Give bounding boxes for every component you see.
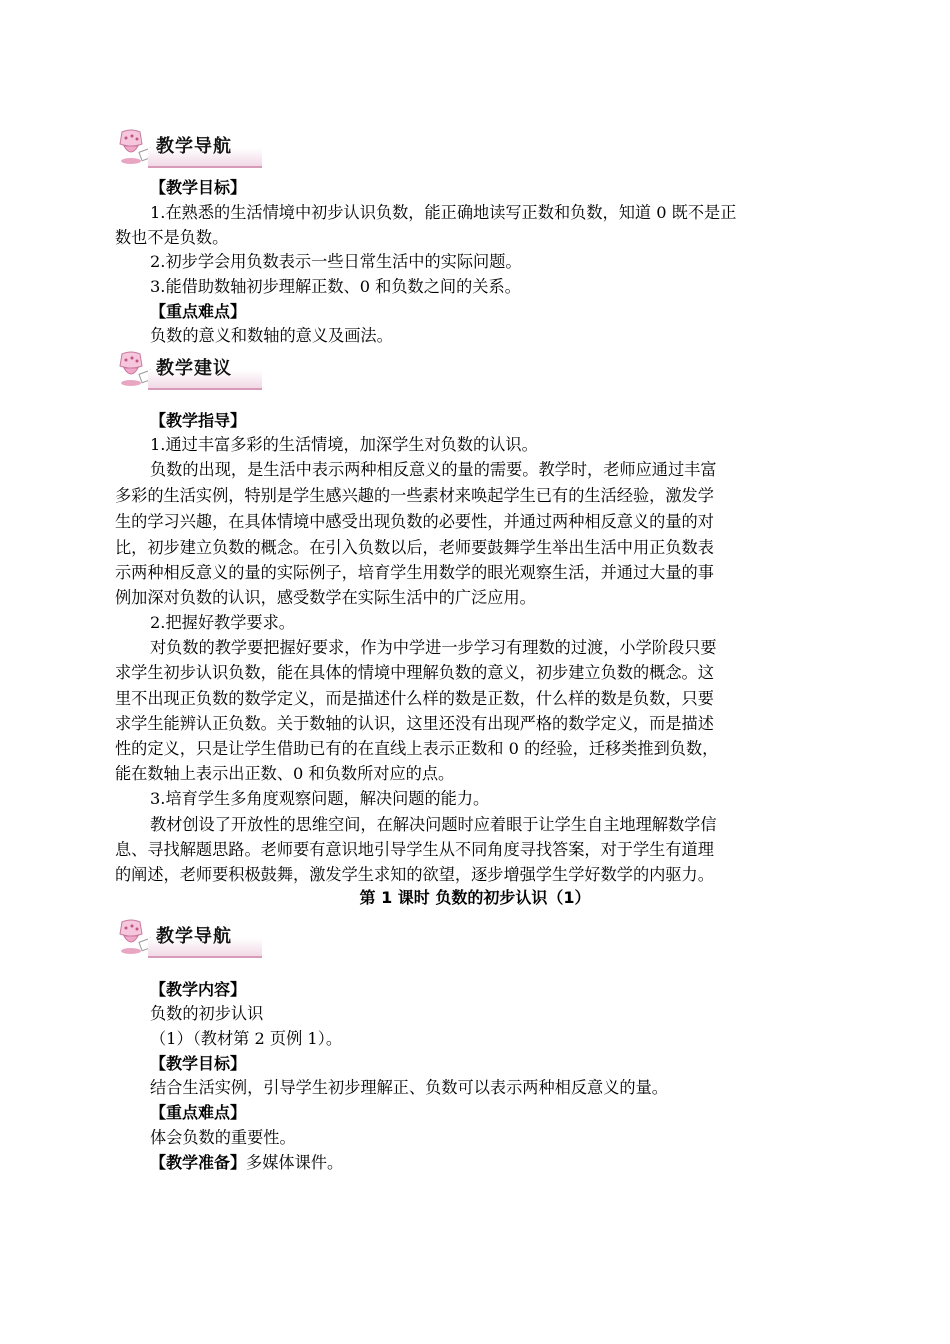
goal-1-line-1: 1.在熟悉的生活情境中初步认识负数，能正确地读写正数和负数，知道 0 既不是正 bbox=[150, 203, 737, 222]
guidance-1-line: 比，初步建立负数的概念。在引入负数以后，老师要鼓舞学生举出生活中用正负数表 bbox=[115, 538, 714, 557]
guidance-3-line: 息、寻找解题思路。老师要有意识地引导学生从不同角度寻找答案，对于学生有道理 bbox=[115, 840, 714, 859]
guidance-1-line: 示两种相反意义的量的实际例子，培育学生用数学的眼光观察生活，并通过大量的事 bbox=[115, 563, 714, 582]
guidance-1-line: 负数的出现，是生活中表示两种相反意义的量的需要。教学时，老师应通过丰富 bbox=[150, 460, 717, 479]
goal-3: 3.能借助数轴初步理解正数、0 和负数之间的关系。 bbox=[150, 277, 521, 296]
goal-2: 2.初步学会用负数表示一些日常生活中的实际问题。 bbox=[150, 252, 522, 271]
guidance-2-line: 对负数的教学要把握好要求，作为中学进一步学习有理数的过渡，小学阶段只要 bbox=[150, 638, 717, 657]
prep-text: 多媒体课件。 bbox=[246, 1153, 344, 1172]
prep-line bbox=[150, 1153, 870, 1173]
content-line-2: （1）（教材第 2 页例 1）。 bbox=[150, 1029, 343, 1048]
banner-title: 教学建议 bbox=[156, 358, 232, 379]
banner-title: 教学导航 bbox=[156, 136, 232, 157]
guidance-1-line: 多彩的生活实例，特别是学生感兴趣的一些素材来唤起学生已有的生活经验，激发学 bbox=[115, 486, 714, 505]
guidance-1-line: 例加深对负数的认识，感受数学在实际生活中的广泛应用。 bbox=[115, 588, 536, 607]
guidance-3-title: 3.培育学生多角度观察问题，解决问题的能力。 bbox=[150, 789, 490, 808]
goal-1-line-2: 数也不是负数。 bbox=[115, 228, 229, 247]
heading-goals: 【教学目标】 bbox=[150, 178, 247, 197]
key-points-text: 负数的意义和数轴的意义及画法。 bbox=[150, 326, 393, 345]
guidance-2-line: 里不出现正负数的数学定义，而是描述什么样的数是正数，什么样的数是负数，只要 bbox=[115, 689, 714, 708]
section-banner-nav-2 bbox=[112, 918, 262, 960]
guidance-3-line: 教材创设了开放性的思维空间，在解决问题时应着眼于让学生自主地理解数学信 bbox=[150, 815, 717, 834]
guidance-2-title: 2.把握好教学要求。 bbox=[150, 613, 295, 632]
guidance-1-line: 生的学习兴趣，在具体情境中感受出现负数的必要性，并通过两种相反意义的量的对 bbox=[115, 512, 714, 531]
heading-key-points: 【重点难点】 bbox=[150, 302, 247, 321]
content-line-1: 负数的初步认识 bbox=[150, 1004, 264, 1023]
guidance-2-line: 能在数轴上表示出正数、0 和负数所对应的点。 bbox=[115, 764, 455, 783]
guidance-3-line: 的阐述，老师要积极鼓舞，激发学生求知的欲望，逐步增强学生学好数学的内驱力。 bbox=[115, 865, 714, 884]
guidance-2-line: 求学生初步认识负数，能在具体的情境中理解负数的意义，初步建立负数的概念。这 bbox=[115, 663, 714, 682]
guidance-2-line: 求学生能辨认正负数。关于数轴的认识，这里还没有出现严格的数学定义，而是描述 bbox=[115, 714, 714, 733]
guidance-1-title: 1.通过丰富多彩的生活情境，加深学生对负数的认识。 bbox=[150, 435, 538, 454]
guidance-2-line: 性的定义，只是让学生借助已有的在直线上表示正数和 0 的经验，迁移类推到负数， bbox=[115, 739, 719, 758]
heading-content: 【教学内容】 bbox=[150, 980, 247, 999]
lesson-title: 第 1 课时 负数的初步认识（1） bbox=[359, 888, 591, 907]
heading-lesson-key: 【重点难点】 bbox=[150, 1103, 247, 1122]
lesson-key-text: 体会负数的重要性。 bbox=[150, 1128, 296, 1147]
section-banner-advice bbox=[112, 350, 262, 392]
heading-lesson-goals: 【教学目标】 bbox=[150, 1054, 247, 1073]
lesson-goal-text: 结合生活实例，引导学生初步理解正、负数可以表示两种相反意义的量。 bbox=[150, 1078, 668, 1097]
banner-title: 教学导航 bbox=[156, 926, 232, 947]
heading-guidance: 【教学指导】 bbox=[150, 411, 247, 430]
section-banner-nav bbox=[112, 128, 262, 170]
heading-prep: 【教学准备】 bbox=[150, 1153, 247, 1172]
